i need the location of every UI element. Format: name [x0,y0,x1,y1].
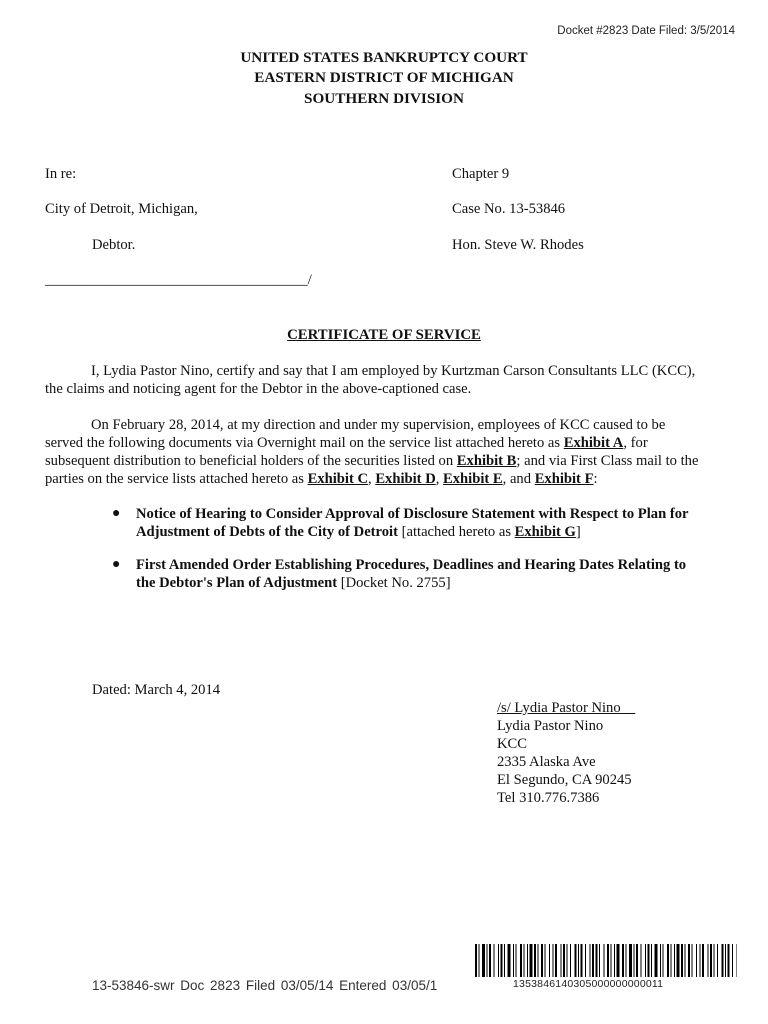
judge-name: Hon. Steve W. Rhodes [452,237,584,253]
exhibit-f-ref: Exhibit F [534,471,594,487]
court-division: SOUTHERN DIVISION [304,90,464,107]
exhibit-g-ref: Exhibit G [514,524,576,540]
certification-paragraph [45,362,725,398]
service-line-1: On February 28, 2014, at my direction and under my supervision, employees of KCC caused to be [91,417,666,433]
court-district: EASTERN DISTRICT OF MICHIGAN [254,69,514,86]
certification-line-2: the claims and noticing agent for the Debtor in the above-captioned case. [45,381,472,397]
signature-block [497,699,635,807]
document-title: CERTIFICATE OF SERVICE [287,327,481,343]
case-number: Case No. 13-53846 [452,201,566,217]
exhibit-e-ref: Exhibit E [443,471,503,487]
served-document-item: ● Notice of Hearing to Consider Approval of Disclosure Statement with Respect to Plan for Adjustment of Debts of the City of Detroit [attached hereto as Exhibit G] [112,506,689,540]
debtor-label: Debtor. [92,237,136,253]
chapter-label: Chapter 9 [452,166,510,182]
barcode-image [475,944,737,977]
signer-address-2: El Segundo, CA 90245 [497,772,632,788]
caption-rule: ____________________________________/ [45,272,312,288]
service-line-2: served the following documents via Overnight mail on the service list attached hereto as Exhibit A, for [45,435,648,451]
service-paragraph [45,416,725,488]
certification-line-1: I, Lydia Pastor Nino, certify and say that I am employed by Kurtzman Carson Consultants LLC (KCC), [91,363,696,379]
docket-header: Docket #2823 Date Filed: 3/5/2014 [557,25,735,37]
court-name: UNITED STATES BANKRUPTCY COURT [240,49,528,66]
service-line-4: parties on the service lists attached hereto as Exhibit C, Exhibit D, Exhibit E, and Exhibit F: [45,471,598,487]
exhibit-b-ref: Exhibit B [456,453,517,469]
debtor-name: City of Detroit, Michigan, [45,201,198,217]
exhibit-c-ref: Exhibit C [307,471,369,487]
exhibit-d-ref: Exhibit D [375,471,436,487]
service-line-3: subsequent distribution to beneficial holders of the securities listed on Exhibit B; and via First Class mail to the [45,453,699,469]
filing-stamp: 13-53846-swr Doc 2823 Filed 03/05/14 Entered 03/05/1 [92,978,438,993]
in-re-label: In re: [45,166,77,182]
signer-name: Lydia Pastor Nino [497,718,604,734]
dated-line: Dated: March 4, 2014 [92,682,221,698]
served-document-item: ● First Amended Order Establishing Procedures, Deadlines and Hearing Dates Relating to the Debtor's Plan of Adjustment [Docket No. 2755] [112,557,687,591]
exhibit-a-ref: Exhibit A [563,435,624,451]
bullet-icon: ● [112,557,121,572]
barcode-number: 1353846140305000000000011 [513,978,664,990]
bullet-icon: ● [112,506,121,521]
signer-company: KCC [497,736,528,752]
served-documents-list [112,505,732,607]
signature-line: /s/ Lydia Pastor Nino [497,700,621,716]
signer-phone: Tel 310.776.7386 [497,790,600,806]
signer-address-1: 2335 Alaska Ave [497,754,596,770]
